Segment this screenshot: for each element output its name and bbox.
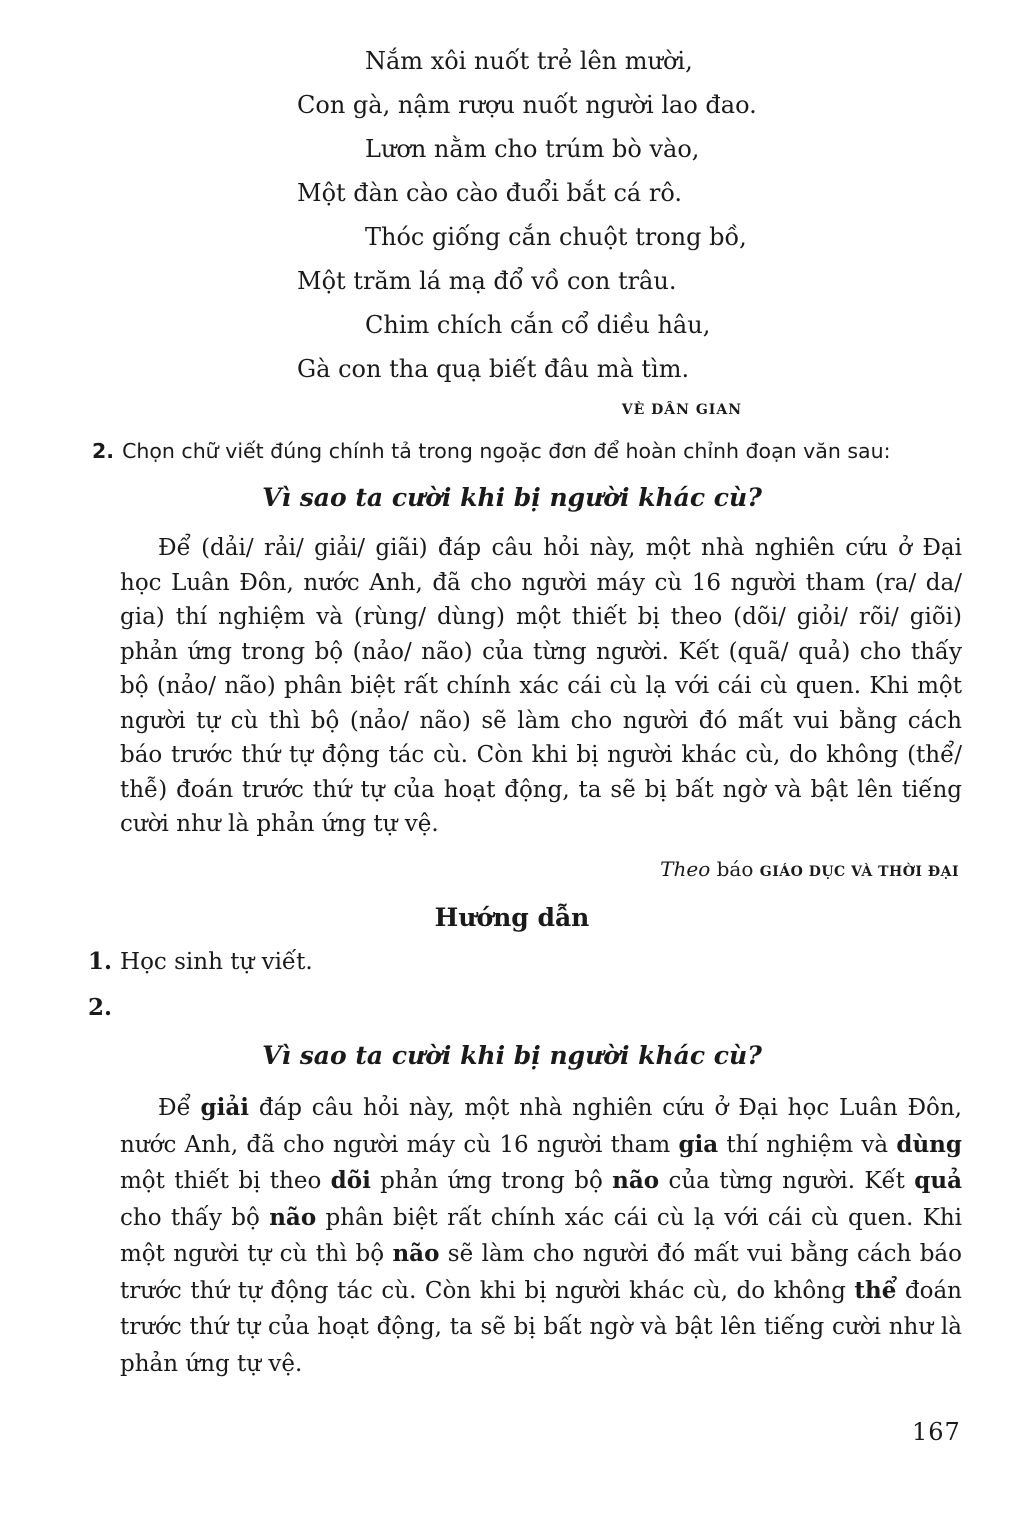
poem-line: Chim chích cắn cổ diều hâu,: [365, 311, 711, 339]
credit-paper-name: GIÁO DỤC VÀ THỜI ĐẠI: [759, 864, 959, 880]
answer-word: não: [612, 1167, 660, 1194]
guide-item-text: Học sinh tự viết.: [120, 949, 313, 975]
guide-item-1: [88, 947, 313, 977]
answer-word: quả: [914, 1167, 962, 1194]
answer-text: một thiết bị theo: [120, 1168, 331, 1194]
exercise-instruction: [92, 436, 972, 466]
poem-line: Gà con tha quạ biết đâu mà tìm.: [297, 355, 690, 383]
answer-word: gia: [678, 1130, 719, 1158]
answer-word: dõi: [330, 1167, 371, 1194]
page-number: 167: [912, 1418, 961, 1446]
answer-text: đáp câu hỏi này, một nhà nghiên cứu ở Đại học Luân Đôn, nước Anh, đã cho người máy cù 16 người tham: [120, 1095, 962, 1158]
answer-paragraph: [120, 1090, 962, 1382]
exercise-paragraph: Để (dải/ rải/ giải/ giãi) đáp câu hỏi này, một nhà nghiên cứu ở Đại học Luân Đôn, nước Anh, đã cho người máy cù 16 người tham (ra/ da/ gia) thí nghiệm và (rùng/ dùng) một thiết bị theo (dõi/ giỏi/ rõi/ giõi) phản ứng trong bộ (nảo/ não) của từng người. Kết (quã/ quả) cho thấy bộ (nảo/ não) phân biệt rất chính xác cái cù lạ với cái cù quen. Khi một người tự cù thì bộ (nảo/ não) sẽ làm cho người đó mất vui bằng cách báo trước thứ tự động tác cù. Còn khi bị người khác cù, do không (thể/ thễ) đoán trước thứ tự của hoạt động, ta sẽ bị bất ngờ và bật lên tiếng cười như là phản ứng tự vệ.: [120, 535, 962, 837]
answer-text: phân biệt rất chính xác cái cù lạ với cái cù quen. Khi một người tự cù thì bộ: [120, 1204, 962, 1267]
answer-word: giải: [200, 1094, 249, 1121]
guide-item-number: 1.: [88, 948, 113, 975]
answer-title: Vì sao ta cười khi bị người khác cù?: [262, 1041, 762, 1070]
poem-line: Một đàn cào cào đuổi bắt cá rô.: [297, 179, 682, 207]
answer-word: não: [269, 1203, 317, 1231]
guide-item-number: 2.: [88, 994, 113, 1021]
credit-bao: báo: [716, 857, 754, 881]
answer-word: thể: [854, 1276, 897, 1304]
answer-text: thí nghiệm và: [718, 1131, 897, 1158]
credit-theo: Theo: [660, 857, 711, 881]
instruction-text: Chọn chữ viết đúng chính tả trong ngoặc đơn để hoàn chỉnh đoạn văn sau:: [122, 439, 891, 463]
answer-word: dùng: [896, 1130, 962, 1158]
poem-line: Lươn nằm cho trúm bò vào,: [365, 135, 700, 163]
answer-text: cho thấy bộ: [120, 1204, 270, 1231]
exercise-title: Vì sao ta cười khi bị người khác cù?: [262, 483, 762, 512]
answer-text: sẽ làm cho người đó mất vui bằng cách báo trước thứ tự động tác cù. Còn khi bị người khác cù, do không: [120, 1241, 962, 1304]
poem-line: Thóc giống cắn chuột trong bồ,: [365, 223, 747, 251]
answer-text: Để: [158, 1095, 201, 1121]
guide-item-2: [88, 993, 120, 1023]
answer-text: đoán trước thứ tự của hoạt động, ta sẽ bị bất ngờ và bật lên tiếng cười như là phản ứng tự vệ.: [120, 1277, 962, 1377]
poem-line: Nắm xôi nuốt trẻ lên mười,: [365, 47, 693, 75]
poem-line: Con gà, nậm rượu nuốt người lao đao.: [297, 91, 757, 119]
answer-word: não: [392, 1240, 440, 1267]
guide-heading: Hướng dẫn: [434, 903, 590, 932]
poem-line: Một trăm lá mạ đổ vồ con trâu.: [297, 267, 677, 295]
answer-text: của từng người. Kết: [659, 1168, 915, 1194]
source-credit: [660, 857, 959, 881]
answer-text: phản ứng trong bộ: [370, 1168, 613, 1194]
poem-source: VÈ DÂN GIAN: [621, 402, 742, 418]
exercise-number: 2.: [92, 439, 115, 463]
